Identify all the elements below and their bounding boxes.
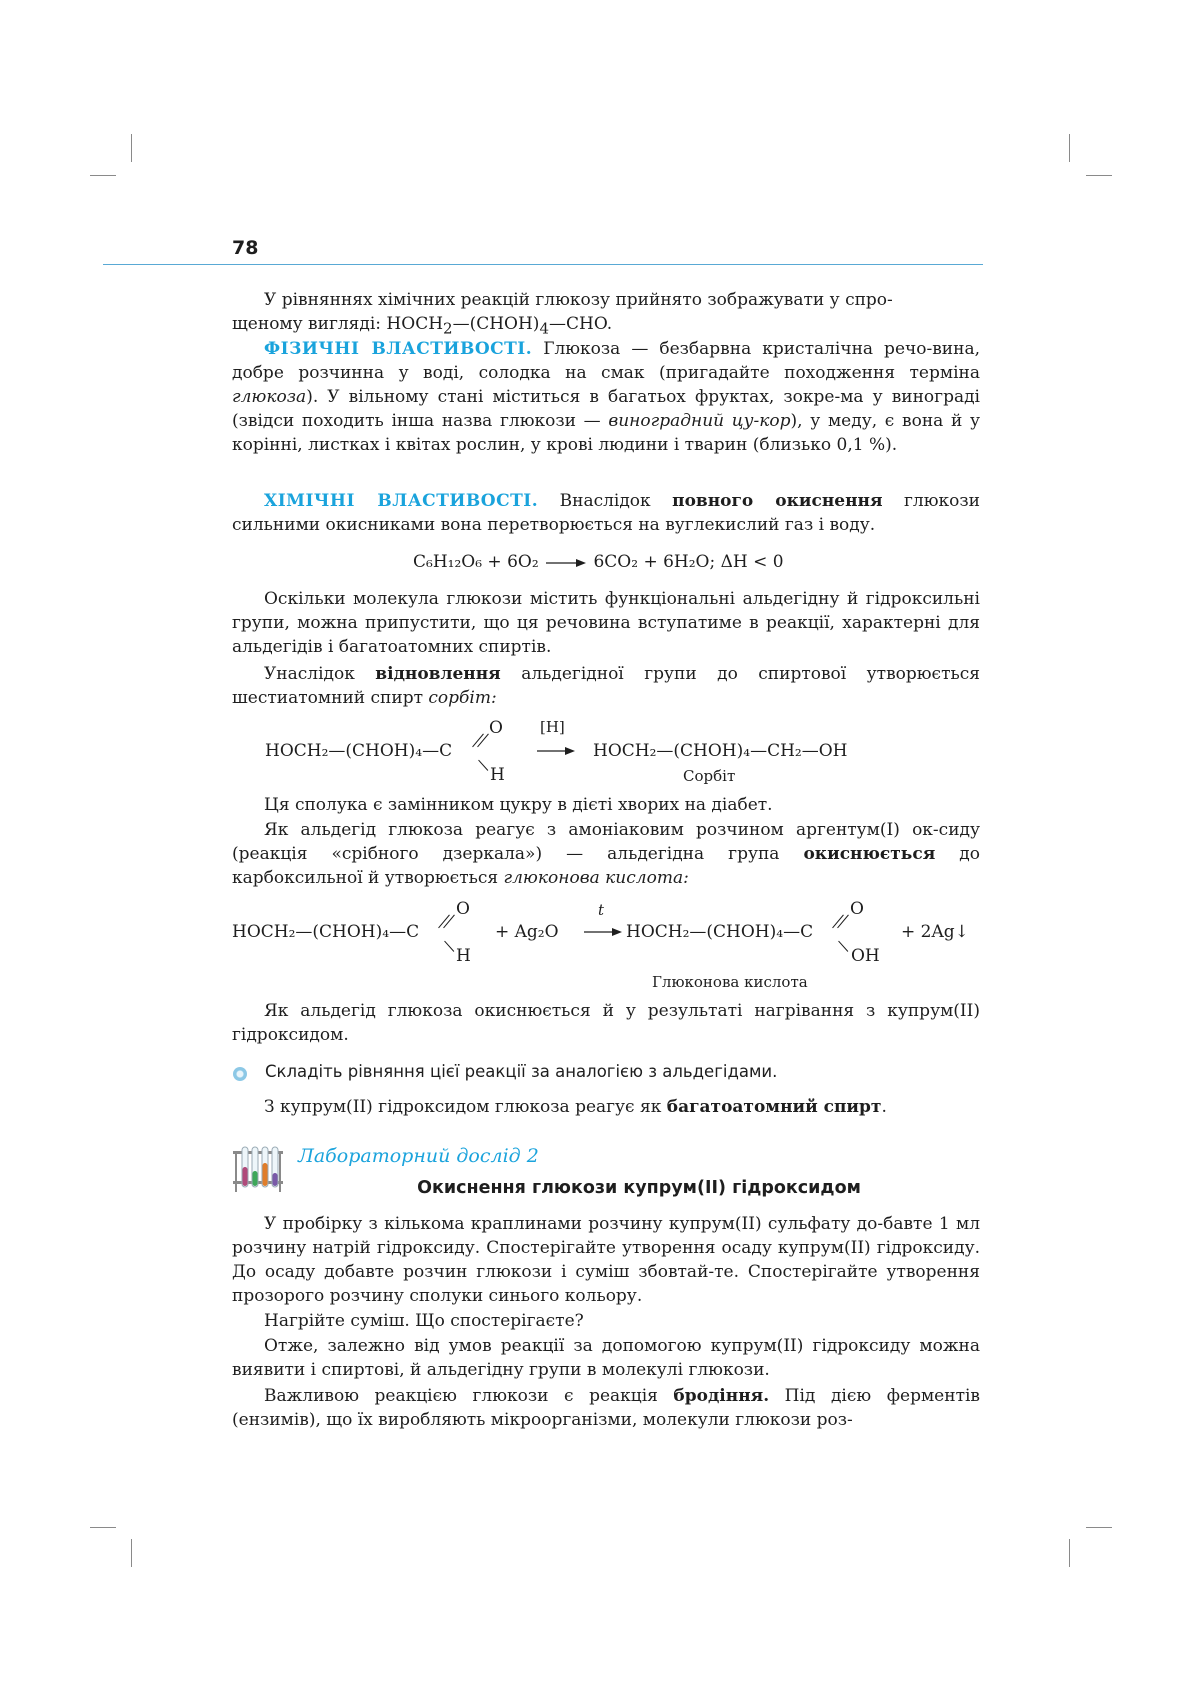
page-number: 78 <box>232 237 259 259</box>
paragraph-lab-procedure: У пробірку з кількома краплинами розчину купрум(II) сульфату до-бавте 1 мл розчину натрій гідроксиду. Спостерігайте утворення осаду купрум(II) гідроксиду. До осаду добавте розчин глюкози і суміш збовтай-те. Спостерігайте утворення прозорого розчину сполуки синього кольору. <box>232 1214 980 1306</box>
paragraph-silver-mirror: Як альдегід глюкоза реагує з амоніаковим розчином аргентум(I) ок-сиду (реакція «срібного дзеркала») — альдегідна група окиснюється до карбоксильної й утворюється глюконова кислота: <box>232 820 980 888</box>
equation-oxidation: C₆H₁₂O₆ + 6O₂ 6CO₂ + 6H₂O; ΔH < 0 <box>413 552 784 572</box>
crop-mark <box>131 1539 132 1567</box>
single-bond <box>478 760 488 771</box>
single-bond <box>444 941 454 952</box>
lab-subtitle: Окиснення глюкози купрум(ІІ) гідроксидом <box>417 1178 861 1198</box>
crop-mark <box>90 175 116 176</box>
header-rule <box>103 264 983 265</box>
paragraph-functional-groups: Оскільки молекула глюкози містить функціональні альдегідну й гідроксильні групи, можна припустити, що ця речовина вступатиме в реакції, характерні для альдегідів і багатоатомних спиртів. <box>232 589 980 657</box>
paragraph-reduction: Унаслідок відновлення альдегідної групи до спиртової утворюється шестиатомний спирт сорбіт: <box>232 664 980 708</box>
paragraph-detection: Отже, залежно від умов реакції за допомогою купрум(II) гідроксиду можна виявити і спиртові, й альдегідну групи в молекулі глюкози. <box>232 1336 980 1380</box>
reaction-arrow <box>584 926 622 938</box>
paragraph-physical-properties: ФІЗИЧНІ ВЛАСТИВОСТІ. Глюкоза — безбарвна кристалічна речо-вина, добре розчинна у воді, солодка на смак (пригадайте походження терміна глюкоза). У вільному стані міститься в багатьох фруктах, зокре-ма у винограді (звідси походить інша назва глюкози — виноградний цу-кор), у меду, є вона й у корінні, листках і квітах рослин, у крові людини і тварин (близько 0,1 %). <box>232 339 980 455</box>
section-heading-physical: ФІЗИЧНІ ВЛАСТИВОСТІ. <box>264 339 533 359</box>
crop-mark <box>90 1527 116 1528</box>
task-bullet-icon <box>233 1067 247 1081</box>
section-heading-chemical: ХІМІЧНІ ВЛАСТИВОСТІ. <box>264 491 539 511</box>
paragraph-polyhydric-alcohol: З купрум(II) гідроксидом глюкоза реагує як багатоатомний спирт. <box>264 1097 887 1117</box>
paragraph-chemical-properties: ХІМІЧНІ ВЛАСТИВОСТІ. Внаслідок повного окиснення глюкози сильними окисниками вона перетворюється на вуглекислий газ і воду. <box>232 491 980 535</box>
crop-mark <box>1086 1527 1112 1528</box>
reaction-arrow <box>546 557 586 569</box>
paragraph-fermentation: Важливою реакцією глюкози є реакція бродіння. Під дією ферментів (ензимів), що їх виробляють мікроорганізми, молекули глюкози роз- <box>232 1386 980 1430</box>
crop-mark <box>1069 134 1070 162</box>
paragraph-notation: У рівняннях хімічних реакцій глюкозу прийнято зображувати у спро- щеному вигляді: $HOCH_2—(CHOH)_4—CHO$. <box>232 290 893 338</box>
reaction-arrow <box>537 745 575 757</box>
lab-title: Лабораторний дослід 2 <box>298 1145 539 1167</box>
caption-gluconic-acid: Глюконова кислота <box>652 973 808 991</box>
paragraph-lab-question: Нагрійте суміш. Що спостерігаєте? <box>264 1311 584 1331</box>
paragraph-sugar-substitute: Ця сполука є замінником цукру в дієті хворих на діабет. <box>264 795 773 815</box>
task-text: Складіть рівняння цієї реакції за аналогією з альдегідами. <box>265 1062 778 1081</box>
crop-mark <box>1086 175 1112 176</box>
crop-mark <box>1069 1539 1070 1567</box>
caption-sorbitol: Сорбіт <box>683 767 736 785</box>
paragraph-copper-heating: Як альдегід глюкоза окиснюється й у результаті нагрівання з купрум(II) гідроксидом. <box>232 1001 980 1045</box>
single-bond <box>838 941 848 952</box>
crop-mark <box>131 134 132 162</box>
